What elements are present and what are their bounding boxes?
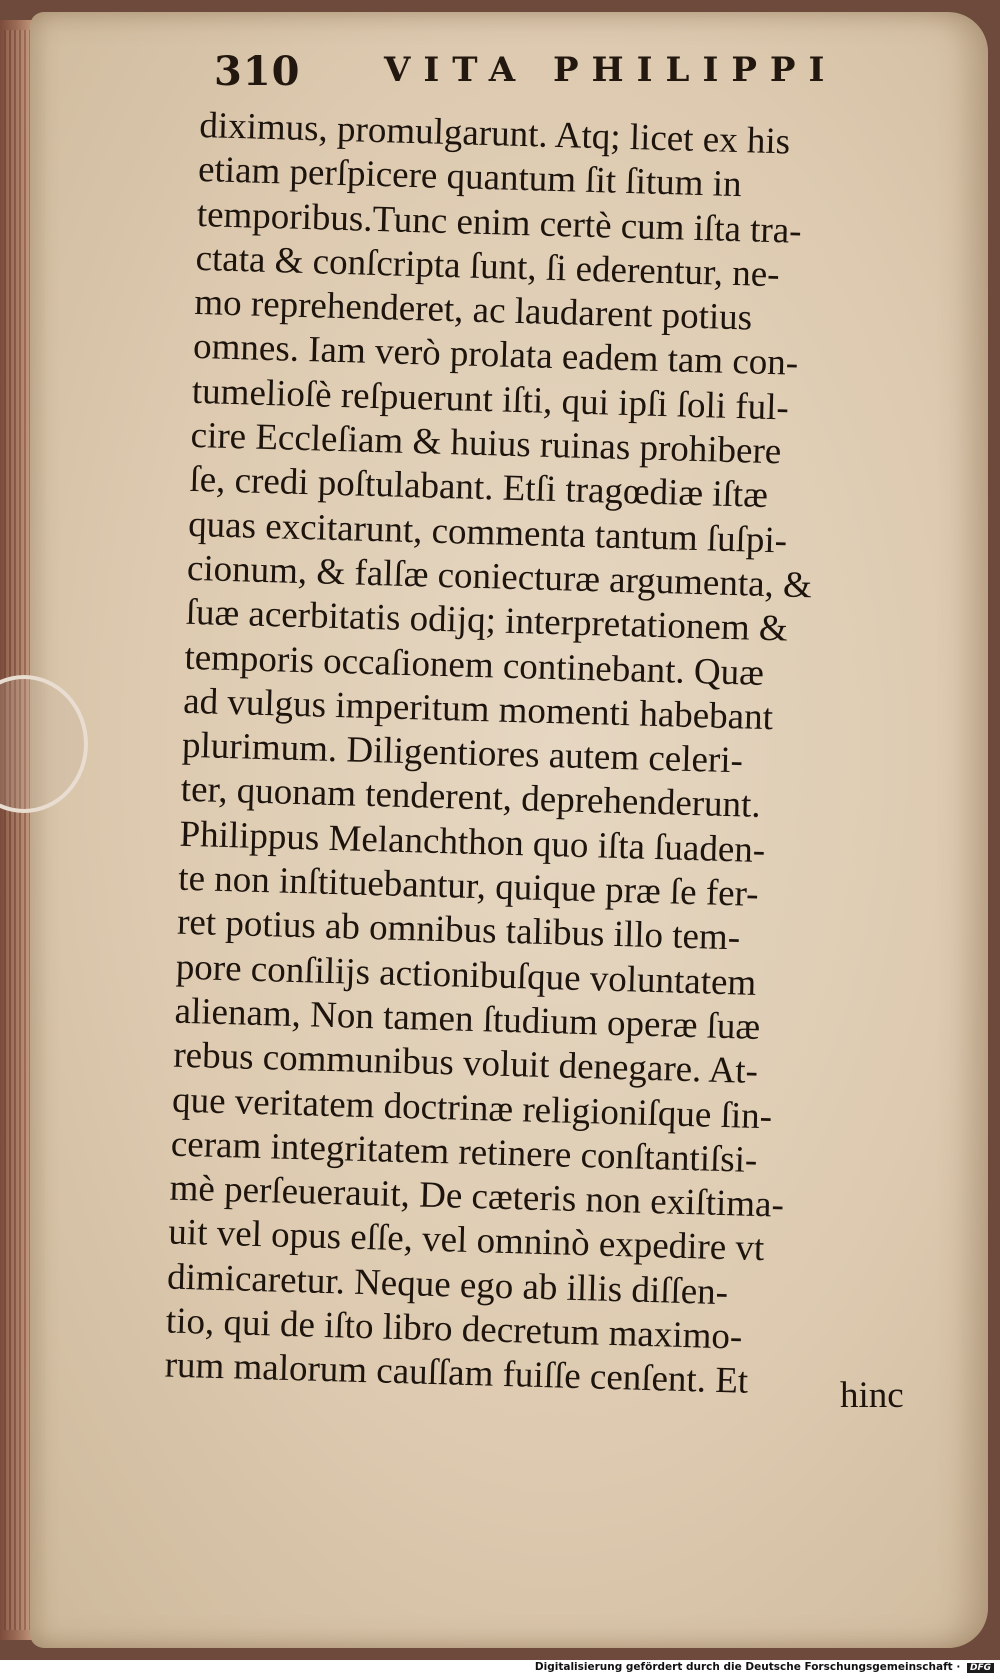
catchword: hinc bbox=[840, 1375, 904, 1416]
text-line: pore conſilijs actionibuſque voluntatem bbox=[175, 946, 757, 1004]
text-line: ctata & conſcripta ſunt, ſi ederentur, ne- bbox=[195, 237, 781, 296]
text-line: temporis occaſionem continebant. Quæ bbox=[183, 636, 765, 694]
text-line: rum malorum cauſſam fuiſſe cenſent. Et bbox=[164, 1344, 749, 1403]
text-line: ter, quonam tenderent, deprehenderunt. bbox=[180, 769, 762, 827]
page-number: 310 bbox=[214, 48, 301, 95]
credit-text: Digitalisierung gefördert durch die Deutsche Forschungsgemeinschaft · bbox=[534, 1661, 961, 1673]
text-line: ceram integritatem retinere conſtantiſsi- bbox=[170, 1123, 758, 1181]
text-line: alienam, Non tamen ſtudium operæ ſuæ bbox=[174, 990, 761, 1048]
body-text bbox=[164, 104, 960, 1409]
text-line: ret potius ab omnibus talibus illo tem- bbox=[176, 902, 741, 959]
text-line: cire Eccleſiam & huius ruinas prohibere bbox=[190, 414, 782, 473]
book-page bbox=[30, 12, 988, 1648]
text-line: tumelioſè reſpuerunt iſti, qui ipſi ſoli ful- bbox=[191, 370, 790, 429]
dfg-logo: DFG bbox=[967, 1663, 994, 1673]
digitization-credit bbox=[535, 1661, 994, 1673]
text-line: ad vulgus imperitum momenti habebant bbox=[182, 680, 774, 739]
text-line: te non inſtituebantur, quique præ ſe fer- bbox=[177, 857, 760, 915]
text-line: cionum, & falſæ coniecturæ argumenta, & bbox=[186, 547, 813, 607]
text-line: mo reprehenderet, ac laudarent potius bbox=[193, 282, 753, 339]
text-line: uit vel opus eſſe, vel omninò expedire vt bbox=[167, 1211, 765, 1270]
page-content bbox=[30, 12, 988, 1648]
text-line: mè perſeuerauit, De cæteris non exiſtima- bbox=[169, 1167, 785, 1226]
page-header bbox=[214, 48, 934, 98]
text-line: rebus communibus voluit denegare. At- bbox=[172, 1034, 759, 1093]
text-line: temporibus.Tunc enim certè cum iſta tra- bbox=[196, 193, 803, 252]
text-line: Philippus Melanchthon quo iſta ſuaden- bbox=[179, 813, 766, 871]
text-line: tio, qui de iſto libro decretum maximo- bbox=[165, 1300, 743, 1358]
text-line: que veritatem doctrinæ religioniſque ſin- bbox=[171, 1079, 773, 1137]
text-line: diximus, promulgarunt. Atq; licet ex his bbox=[198, 104, 791, 163]
text-line: etiam perſpicere quantum ſit ſitum in bbox=[197, 149, 743, 206]
text-line: dimicaretur. Neque ego ab illis diſſen- bbox=[166, 1256, 729, 1313]
running-head: VITA PHILIPPI bbox=[384, 50, 838, 90]
text-line: quas excitarunt, commenta tantum ſuſpi- bbox=[187, 503, 788, 562]
text-line: ſe, credi poſtulabant. Etſi tragœdiæ iſtæ bbox=[188, 459, 769, 517]
text-line: ſuæ acerbitatis odijq; interpretationem & bbox=[185, 592, 789, 650]
text-line: plurimum. Diligentiores autem celeri- bbox=[181, 724, 744, 782]
text-line: omnes. Iam verò prolata eadem tam con- bbox=[192, 326, 799, 385]
